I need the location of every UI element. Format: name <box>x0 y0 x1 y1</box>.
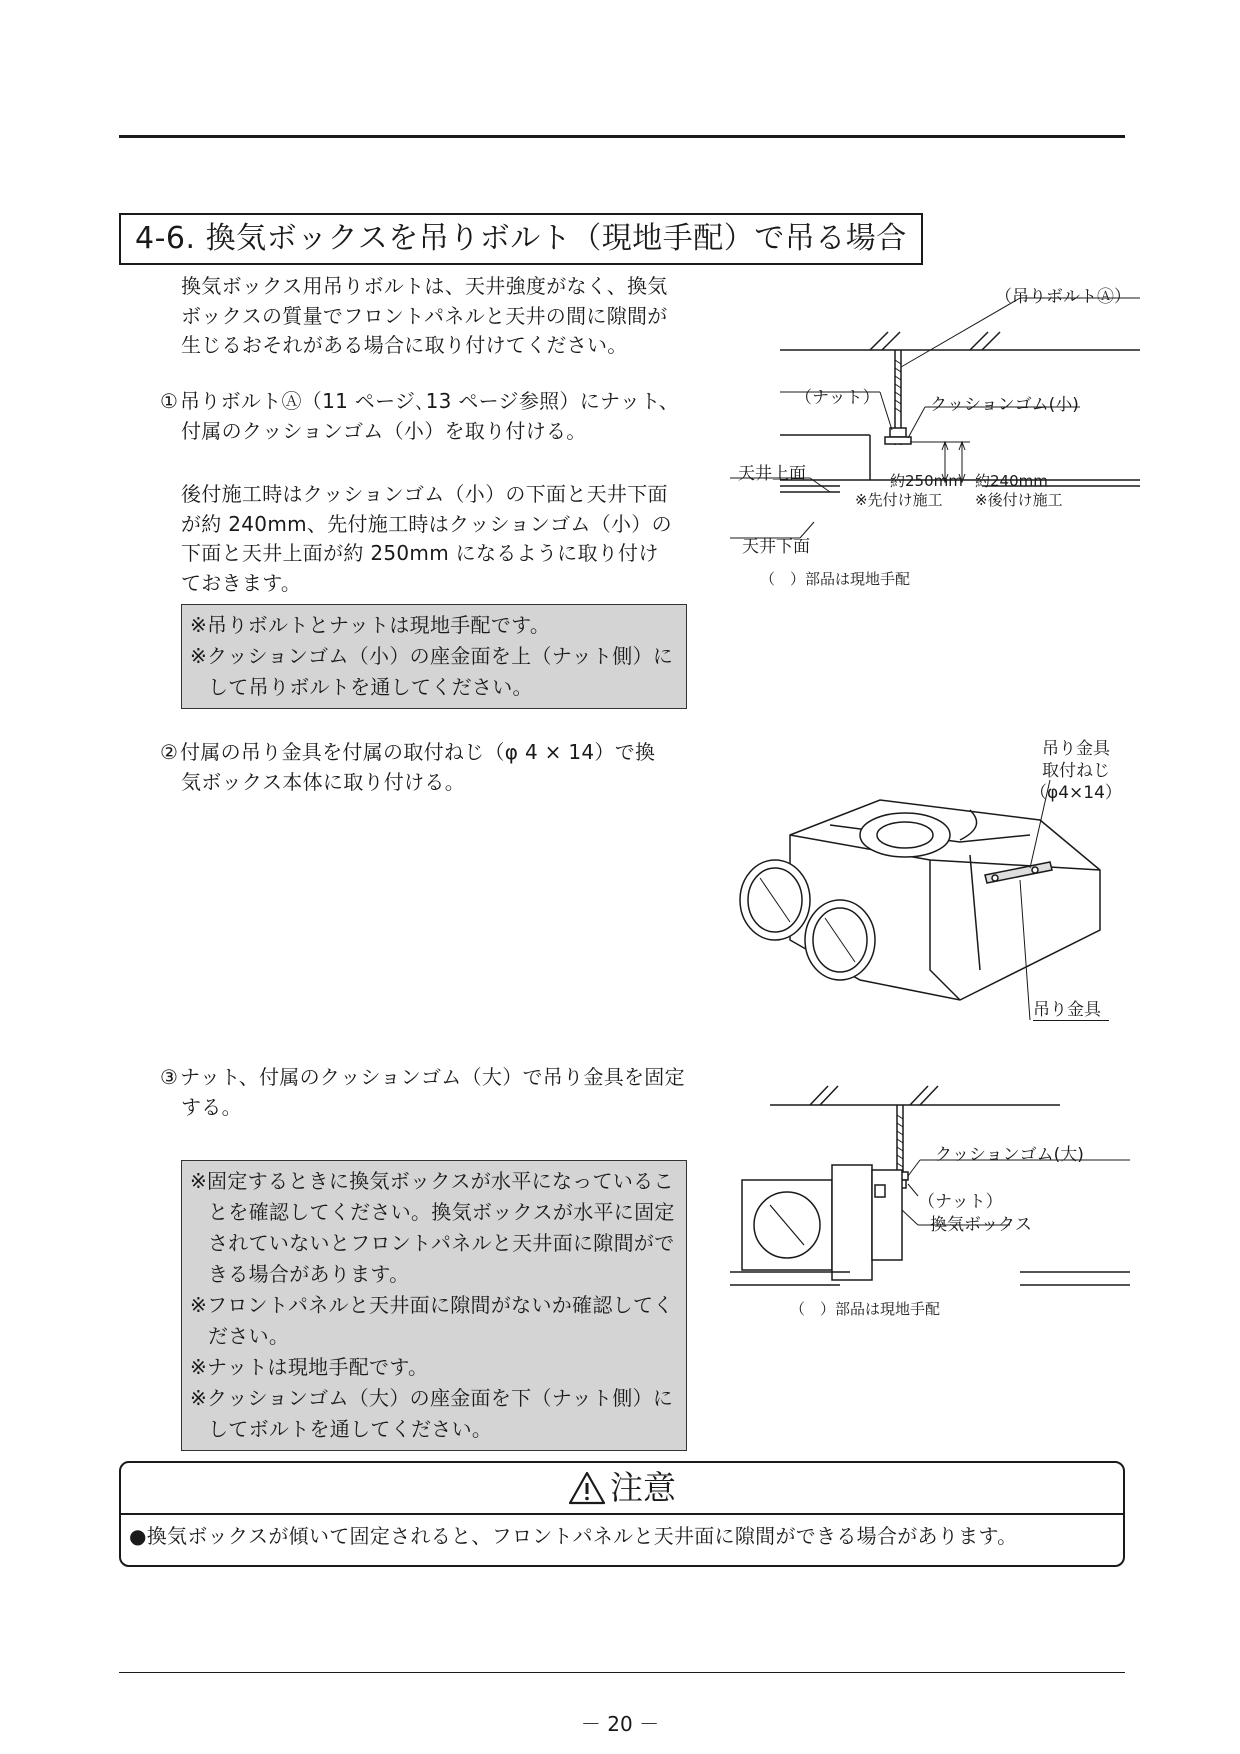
caution-text: ●換気ボックスが傾いて固定されると、フロントパネルと天井面に隙間ができる場合があります。 <box>129 1524 1018 1548</box>
step-text: 吊りボルトⒶ（11 ページ､13 ページ参照）にナット、 <box>180 389 680 413</box>
cushion-small-label: クッションゴム(小) <box>930 395 1079 415</box>
intro-line: 換気ボックス用吊りボルトは、天井強度がなく、換気 <box>181 274 668 298</box>
ventilation-box-illustration <box>730 780 1120 1020</box>
header-rule <box>119 135 1125 138</box>
dimension-240: 約240mm <box>975 472 1048 490</box>
section-title: 4-6. 換気ボックスを吊りボルト（現地手配）で吊る場合 <box>119 213 923 265</box>
detail-line: 下面と天井上面が約 250mm になるように取り付け <box>181 541 659 565</box>
dimension-250-note: ※先付け施工 <box>855 491 943 509</box>
ceiling-top-label: 天井上面 <box>738 464 806 484</box>
caution-header <box>121 1463 1123 1515</box>
bracket-label: 吊り金具 <box>1033 995 1109 1021</box>
intro-paragraph <box>181 272 686 361</box>
intro-line: 生じるおそれがある場合に取り付けてください。 <box>181 333 628 357</box>
note-line: ※クッションゴム（小）の座金面を上（ナット側）にして吊りボルトを通してください。 <box>190 644 674 699</box>
note-line: ※フロントパネルと天井面に隙間がないか確認してください。 <box>190 1293 674 1348</box>
page-number: － 20 － <box>580 1712 660 1736</box>
detail-line: ておきます。 <box>181 570 302 595</box>
screw-label-line: 吊り金具 <box>1041 739 1110 759</box>
dimension-240-note: ※後付け施工 <box>975 491 1063 509</box>
step-3 <box>160 1063 690 1122</box>
detail-line: が約 240mm、先付施工時はクッションゴム（小）の <box>181 511 672 536</box>
step-text: する。 <box>181 1094 242 1119</box>
step-text: 気ボックス本体に取り付ける。 <box>181 769 465 794</box>
note-line: ※クッションゴム（大）の座金面を下（ナット側）にしてボルトを通してください。 <box>190 1386 674 1441</box>
screw-label <box>1030 738 1122 804</box>
detail-line: 後付施工時はクッションゴム（小）の下面と天井下面 <box>181 482 668 506</box>
bolt-label: （吊りボルトⒶ） <box>995 287 1131 307</box>
note-line: ※吊りボルトとナットは現地手配です。 <box>190 613 551 637</box>
step-2 <box>160 738 690 797</box>
box-fixing-diagram <box>730 1060 1130 1290</box>
dimension-250: 約250mm <box>890 472 963 490</box>
note-line: ※ナットは現地手配です。 <box>190 1355 429 1379</box>
step-number: ① <box>160 389 179 413</box>
step-number: ② <box>160 740 179 764</box>
note-line: ※固定するときに換気ボックスが水平になっていることを確認してください。換気ボックスが水平に固定されていないとフロントパネルと天井面に隙間ができる場合があります。 <box>190 1169 675 1286</box>
nut-label: （ナット） <box>795 388 880 408</box>
nut-label-2: （ナット） <box>918 1192 1003 1212</box>
note-box-1 <box>181 604 687 709</box>
note-box-2 <box>181 1160 687 1451</box>
cushion-large-label: クッションゴム(大) <box>935 1145 1084 1165</box>
warning-icon <box>568 1471 606 1505</box>
caution-title: 注意 <box>610 1468 676 1507</box>
step-1 <box>160 387 690 446</box>
screw-label-line: 取付ねじ <box>1041 761 1110 781</box>
step-text: ナット、付属のクッションゴム（大）で吊り金具を固定 <box>180 1065 685 1089</box>
step-number: ③ <box>160 1065 179 1089</box>
step-text: 付属のクッションゴム（小）を取り付ける。 <box>181 418 587 443</box>
figure1-legend: （ ）部品は現地手配 <box>760 570 911 588</box>
step-text: 付属の吊り金具を付属の取付ねじ（φ 4 × 14）で換 <box>180 740 656 764</box>
intro-line: ボックスの質量でフロントパネルと天井の間に隙間が <box>181 303 668 328</box>
ceiling-bottom-label: 天井下面 <box>742 537 810 557</box>
screw-label-line: （φ4×14） <box>1030 783 1122 803</box>
step-1-detail <box>181 480 686 598</box>
caution-box <box>119 1461 1125 1567</box>
footer-rule <box>119 1672 1125 1673</box>
figure3-legend: （ ）部品は現地手配 <box>790 1300 941 1318</box>
box-label: 換気ボックス <box>930 1215 1032 1235</box>
